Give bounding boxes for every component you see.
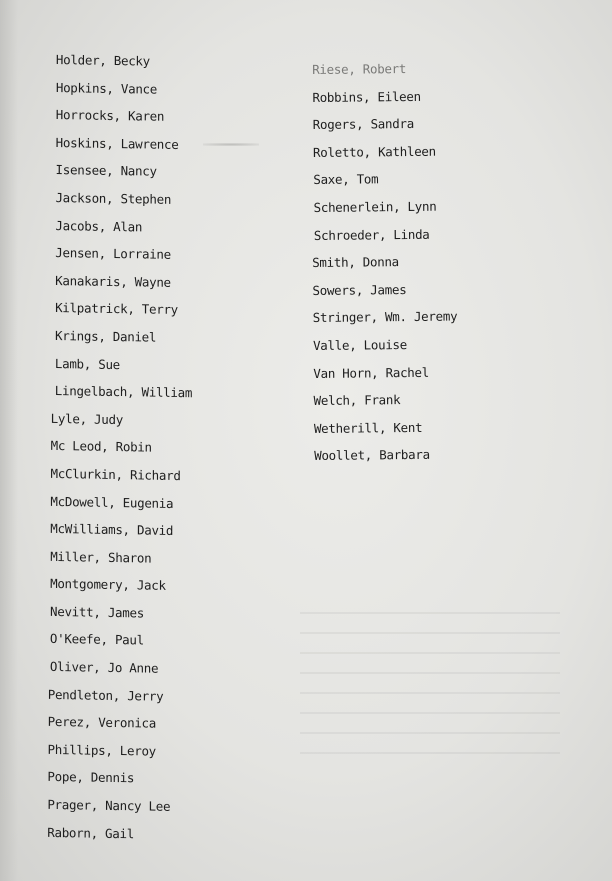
list-item: Krings, Daniel <box>54 327 157 345</box>
list-item: Saxe, Tom <box>313 171 379 188</box>
list-item: Mc Leod, Robin <box>50 438 152 455</box>
list-item: Rogers, Sandra <box>312 116 414 133</box>
show-through-heading: ​ <box>391 560 393 585</box>
show-through-text <box>300 612 560 772</box>
list-item: Stringer, Wm. Jeremy <box>312 308 458 326</box>
list-item: Lingelbach, William <box>54 383 193 401</box>
list-item: Valle, Louise <box>312 336 408 353</box>
list-item: McWilliams, David <box>50 521 174 539</box>
list-item: Wetherill, Kent <box>313 419 423 436</box>
list-item: Welch, Frank <box>313 392 401 409</box>
list-item: Lamb, Sue <box>54 355 120 372</box>
list-item: Jacobs, Alan <box>55 217 143 234</box>
list-item: Lyle, Judy <box>50 410 123 427</box>
list-item: Riese, Robert <box>312 61 407 77</box>
list-item: Prager, Nancy Lee <box>47 796 171 814</box>
list-item: Schenerlein, Lynn <box>313 198 437 215</box>
name-list-right <box>312 55 459 470</box>
list-item: Jensen, Lorraine <box>55 245 171 263</box>
list-item: Kanakaris, Wayne <box>55 272 171 290</box>
list-item: Van Horn, Rachel <box>313 364 430 381</box>
list-item: O'Keefe, Paul <box>49 631 144 648</box>
list-item: McClurkin, Richard <box>50 465 181 483</box>
list-item: Woollet, Barbara <box>314 447 430 464</box>
ink-smudge <box>203 143 259 146</box>
list-item: Schroeder, Linda <box>313 226 430 243</box>
list-item: Robbins, Eileen <box>312 88 421 105</box>
list-item: McDowell, Eugenia <box>50 493 174 511</box>
list-item: Pope, Dennis <box>47 769 135 786</box>
list-item: Roletto, Kathleen <box>312 143 436 160</box>
list-item: Hopkins, Vance <box>55 79 158 97</box>
list-item: Nevitt, James <box>50 603 144 621</box>
list-item: Raborn, Gail <box>47 824 135 841</box>
list-item: Kilpatrick, Terry <box>55 300 178 318</box>
name-list-left <box>47 46 193 848</box>
list-item: Phillips, Leroy <box>47 741 156 759</box>
list-item: Horrocks, Karen <box>55 107 165 124</box>
list-item: Pendleton, Jerry <box>47 686 164 704</box>
list-item: Sowers, James <box>312 281 407 298</box>
list-item: Montgomery, Jack <box>50 576 166 594</box>
list-item: Perez, Veronica <box>47 714 157 731</box>
list-item: Hoskins, Lawrence <box>55 134 179 152</box>
list-item: Holder, Becky <box>55 51 150 69</box>
list-item: Smith, Donna <box>312 254 399 271</box>
list-item: Isensee, Nancy <box>55 162 157 180</box>
page-shadow-edge <box>0 0 18 881</box>
list-item: Oliver, Jo Anne <box>49 658 159 676</box>
list-item: Miller, Sharon <box>50 548 152 566</box>
list-item: Jackson, Stephen <box>55 189 172 207</box>
